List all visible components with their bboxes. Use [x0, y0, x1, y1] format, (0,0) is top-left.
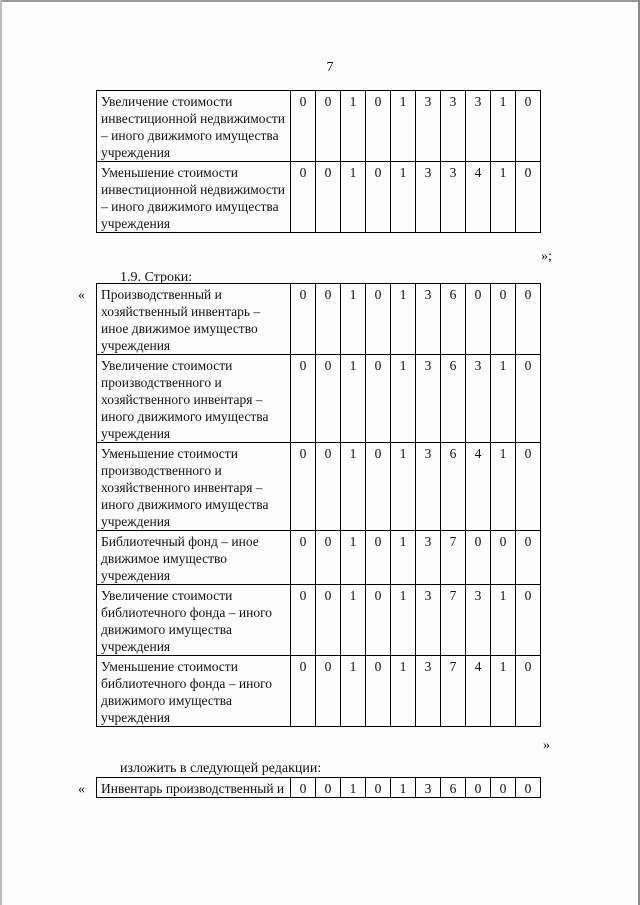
table-row [97, 91, 541, 162]
code-digit: 0 [366, 585, 391, 656]
table-inventory-library-rows [96, 283, 541, 727]
code-digit: 1 [341, 91, 366, 162]
code-digit: 0 [316, 778, 341, 798]
code-digit: 1 [491, 443, 516, 531]
code-digit: 4 [466, 162, 491, 233]
code-digit: 7 [441, 531, 466, 585]
code-digit: 0 [516, 656, 541, 727]
code-digit: 0 [291, 778, 316, 798]
row-label: Увеличение стоимости производственного и хозяйственного инвентаря – иного движимого имущества учреждения [97, 355, 291, 443]
code-digit: 3 [416, 91, 441, 162]
code-digit: 0 [366, 443, 391, 531]
code-digit: 3 [441, 91, 466, 162]
code-digit: 0 [516, 531, 541, 585]
code-digit: 6 [441, 284, 466, 355]
code-digit: 0 [466, 531, 491, 585]
code-digit: 1 [491, 656, 516, 727]
code-digit: 0 [291, 355, 316, 443]
code-digit: 1 [491, 91, 516, 162]
code-digit: 6 [441, 778, 466, 798]
table-investment-property [96, 90, 541, 233]
code-digit: 0 [466, 778, 491, 798]
code-digit: 0 [291, 531, 316, 585]
code-digit: 1 [391, 284, 416, 355]
code-digit: 3 [416, 656, 441, 727]
code-digit: 0 [366, 91, 391, 162]
code-digit: 1 [491, 162, 516, 233]
code-digit: 3 [416, 778, 441, 798]
code-digit: 0 [291, 656, 316, 727]
code-digit: 1 [391, 91, 416, 162]
code-digit: 0 [516, 162, 541, 233]
code-digit: 0 [516, 355, 541, 443]
table-row [97, 162, 541, 233]
code-digit: 7 [441, 656, 466, 727]
code-digit: 0 [366, 355, 391, 443]
code-digit: 0 [316, 284, 341, 355]
code-digit: 0 [316, 531, 341, 585]
code-digit: 0 [291, 162, 316, 233]
code-digit: 1 [391, 585, 416, 656]
code-digit: 1 [341, 778, 366, 798]
code-digit: 0 [491, 284, 516, 355]
row-label: Производственный и хозяйственный инвентарь – иное движимое имущество учреждения [97, 284, 291, 355]
code-digit: 0 [366, 531, 391, 585]
code-digit: 1 [391, 778, 416, 798]
row-label: Увеличение стоимости инвестиционной недвижимости – иного движимого имущества учреждения [97, 91, 291, 162]
code-digit: 1 [341, 162, 366, 233]
table-row [97, 778, 541, 798]
table-row [97, 585, 541, 656]
row-label: Увеличение стоимости библиотечного фонда – иного движимого имущества учреждения [97, 585, 291, 656]
code-digit: 0 [291, 443, 316, 531]
row-label: Уменьшение стоимости библиотечного фонда – иного движимого имущества учреждения [97, 656, 291, 727]
code-digit: 1 [341, 284, 366, 355]
code-digit: 0 [516, 585, 541, 656]
code-digit: 0 [316, 585, 341, 656]
table-row [97, 355, 541, 443]
row-label: Библиотечный фонд – иное движимое имущество учреждения [97, 531, 291, 585]
code-digit: 0 [516, 443, 541, 531]
code-digit: 0 [366, 284, 391, 355]
table-row [97, 531, 541, 585]
code-digit: 3 [416, 284, 441, 355]
code-digit: 1 [391, 162, 416, 233]
code-digit: 0 [316, 355, 341, 443]
table-row [97, 443, 541, 531]
code-digit: 3 [441, 162, 466, 233]
code-digit: 1 [391, 443, 416, 531]
code-digit: 1 [391, 656, 416, 727]
code-digit: 1 [391, 355, 416, 443]
closing-quote: » [543, 738, 550, 753]
page-number: 7 [326, 60, 334, 75]
code-digit: 3 [416, 531, 441, 585]
code-digit: 0 [316, 656, 341, 727]
code-digit: 3 [466, 585, 491, 656]
code-digit: 0 [316, 162, 341, 233]
code-digit: 0 [291, 284, 316, 355]
code-digit: 6 [441, 355, 466, 443]
code-digit: 3 [466, 91, 491, 162]
row-label: Уменьшение стоимости инвестиционной недвижимости – иного движимого имущества учреждения [97, 162, 291, 233]
code-digit: 4 [466, 443, 491, 531]
code-digit: 3 [466, 355, 491, 443]
code-digit: 1 [341, 531, 366, 585]
code-digit: 3 [416, 585, 441, 656]
table-row [97, 656, 541, 727]
code-digit: 0 [516, 91, 541, 162]
code-digit: 1 [341, 585, 366, 656]
code-digit: 0 [366, 778, 391, 798]
code-digit: 0 [516, 284, 541, 355]
code-digit: 6 [441, 443, 466, 531]
table-row [97, 284, 541, 355]
code-digit: 1 [491, 355, 516, 443]
row-label: Уменьшение стоимости производственного и хозяйственного инвентаря – иного движимого имущества учреждения [97, 443, 291, 531]
code-digit: 4 [466, 656, 491, 727]
code-digit: 0 [291, 585, 316, 656]
table-new-wording [96, 777, 541, 798]
opening-quote-new: « [78, 782, 85, 797]
code-digit: 3 [416, 443, 441, 531]
code-digit: 3 [416, 355, 441, 443]
closing-quote-semicolon: »; [541, 249, 552, 264]
code-digit: 7 [441, 585, 466, 656]
page-edge-left [0, 0, 2, 905]
amendment-statement: изложить в следующей редакции: [120, 761, 322, 776]
code-digit: 1 [341, 656, 366, 727]
section-heading: 1.9. Строки: [120, 270, 193, 285]
code-digit: 0 [366, 656, 391, 727]
code-digit: 0 [366, 162, 391, 233]
code-digit: 1 [341, 355, 366, 443]
code-digit: 0 [491, 778, 516, 798]
row-label: Инвентарь производственный и [97, 778, 291, 798]
code-digit: 0 [466, 284, 491, 355]
code-digit: 1 [491, 585, 516, 656]
code-digit: 0 [491, 531, 516, 585]
code-digit: 3 [416, 162, 441, 233]
code-digit: 0 [316, 91, 341, 162]
code-digit: 1 [341, 443, 366, 531]
opening-quote: « [78, 288, 85, 303]
code-digit: 0 [516, 778, 541, 798]
code-digit: 0 [316, 443, 341, 531]
code-digit: 1 [391, 531, 416, 585]
page-edge-top [0, 0, 640, 2]
code-digit: 0 [291, 91, 316, 162]
